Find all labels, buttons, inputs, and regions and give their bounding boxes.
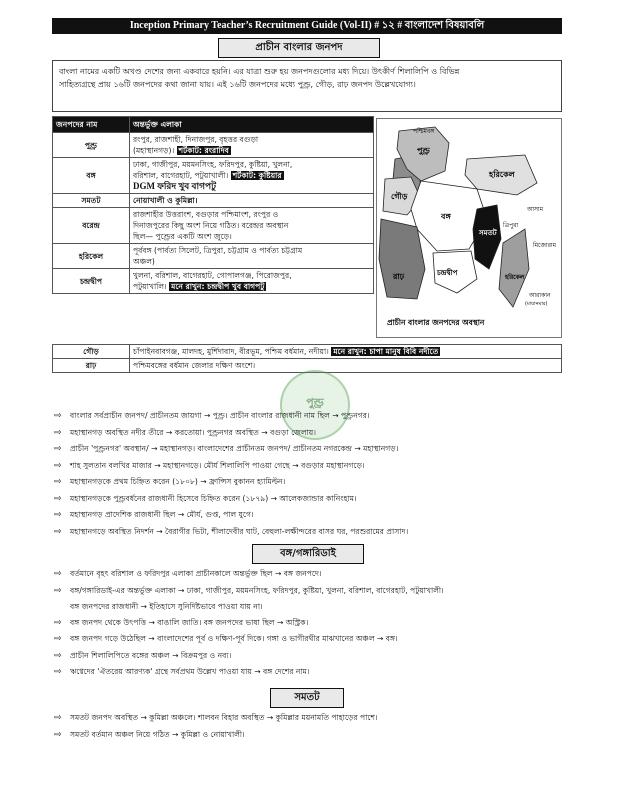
intro-box [52, 60, 562, 112]
janapada-area [130, 158, 374, 194]
janapada-name: সমতট [53, 194, 130, 208]
area-line: রংপুর, রাজশাহী, দিনাজপুর, বৃহত্তর বগুড়া [133, 135, 259, 144]
mnemonic-tag: শর্টকাট: কুষ্টিয়ার [232, 171, 282, 180]
arrow-icon: ⇨ [54, 411, 62, 421]
area-line: খুলনা, বরিশাল, বাগেরহাট, গোপালগঞ্জ, পিরোজপুর, [133, 271, 292, 280]
map-label: (মায়ানমার) [525, 301, 548, 307]
janapada-map [376, 118, 562, 338]
list-item: ⇨ সমতট বর্তমান অঞ্চল নিয়ে গঠিত → কুমিল্লা ও নোয়াখালী। [54, 727, 562, 744]
table-row [53, 194, 374, 208]
arrow-icon: ⇨ [54, 444, 62, 454]
section-title-samatat: সমতট [270, 688, 344, 708]
arrow-icon: ⇨ [54, 617, 62, 628]
janapada-table [52, 116, 374, 294]
table-row [53, 208, 374, 244]
list-item: ⇨ বাংলার সর্বপ্রাচীন জনপদ/ প্রাচীনতম জায়গা → পুণ্ড্র। প্রাচীন বাংলার রাজধানী নাম ছিল → পুণ্ড্রনগর। [54, 408, 562, 425]
list-item: ⇨ বঙ্গ জনপদ গড়ে উঠেছিল → বাংলাদেশের পূর্ব ও দক্ষিণ-পূর্ব দিকে। গঙ্গা ও ভাগীরথীর মাঝখানের অঞ্চল → বঙ্গ। [54, 631, 562, 648]
area-line: অঞ্চল) [133, 257, 155, 266]
area-line: বরিশাল, বাগেরহাট, পটুয়াখালী। [133, 171, 229, 180]
bullet-list-banga [54, 566, 562, 681]
list-item: ⇨ প্রাচীন শিলালিপিতে বঙ্গের অঞ্চল → বিক্রমপুর ও নব্য। [54, 648, 562, 665]
page-title: প্রাচীন বাংলার জনপদ [218, 38, 380, 58]
table-header-area: অন্তর্ভুক্ত এলাকা [130, 117, 374, 133]
arrow-icon: ⇨ [54, 585, 62, 596]
map-label: মিজোরাম [533, 242, 556, 249]
list-item: ⇨ বঙ্গ/গঙ্গারিডাই-এর অন্তর্ভুক্ত এলাকা → ঢাকা, গাজীপুর, ময়মনসিংহ, ফরিদপুর, কুষ্টিয়া, খুলনা, বরিশাল, বাগেরহাট, পটুয়াখালী। [54, 583, 562, 600]
list-item: ⇨ মহাস্থানগড়ে অবস্থিত নিদর্শন → বৈরাগীর ভিটা, শীলাদেবীর ঘাট, বেহুলা-লক্ষীন্দরের বাসর ঘর, পরশুরামের প্রাসাদ। [54, 524, 562, 541]
map-caption: প্রাচীন বাংলার জনপদের অবস্থান [387, 318, 485, 327]
intro-line: বাংলা নামের একটি অখণ্ড দেশের জন্য একবারে হয়নি। এর যাত্রা শুরু হয় জনপদগুলোর মধ্য দিয়ে। উৎকীর্ণ শিলালিপি ও বিভিন্ন [59, 67, 460, 76]
area-line: চাঁপাইনবাবগঞ্জ, মালদহ, মুর্শিদাবাদ, বীরভূম, পশ্চিম বর্ধমান, নদীয়া। [133, 347, 329, 356]
arrow-icon: ⇨ [54, 510, 62, 520]
janapada-name: গৌড় [53, 345, 130, 359]
map-svg [377, 119, 561, 337]
janapada-table-wide [52, 344, 562, 373]
table-header-name: জনপদের নাম [53, 117, 130, 133]
mnemonic-tag: মনে রাখুন: চন্দ্রদ্বীপ খুব বাগপটু [171, 282, 265, 291]
list-item: ⇨ বর্তমানে বৃহৎ বরিশাল ও ফরিদপুর এলাকা প্রাচীনকালে অন্তর্ভুক্ত ছিল → বঙ্গ জনপদে। [54, 566, 562, 583]
area-line: (মহাস্থানগড়)। [133, 146, 175, 155]
janapada-name: বরেন্দ্র [53, 208, 130, 244]
arrow-icon: ⇨ [54, 569, 62, 579]
arrow-icon: ⇨ [54, 650, 62, 661]
janapada-name: পুণ্ড্র [53, 133, 130, 158]
list-item: ⇨ সমতট জনপদ অবস্থিত → কুমিল্লা অঞ্চলে। শালবন বিহার অবস্থিত → কুমিল্লার ময়নামতি পাহাড়ের পাশে। [54, 710, 562, 727]
list-item: ⇨ মহাস্থানগড়কে প্রথম চিহ্নিত করেন (১৮০৮) → ফ্রান্সিস বুকানন হ্যামিল্টন। [54, 474, 562, 491]
janapada-area [130, 244, 374, 269]
area-line: ছিল— পুণ্ড্রের একটি অংশ জুড়ে। [133, 232, 232, 241]
map-label: সমতট [479, 229, 497, 237]
table-row [53, 133, 374, 158]
intro-line: সাহিত্যগ্রন্থে প্রায় ১৬টি জনপদের কথা জানা যায়। এই ১৬টি জনপদের মধ্যে পুণ্ড্র, গৌড়, রাঢ় জনপদ উল্লেখযোগ্য। [59, 80, 416, 89]
area-line: ঢাকা, গাজীপুর, ময়মনসিংহ, ফরিদপুর, কুষ্টিয়া, খুলনা, [133, 160, 293, 169]
map-label: রাঢ় [393, 272, 405, 281]
arrow-icon: ⇨ [54, 526, 62, 537]
list-item: ⇨ প্রাচীন 'পুণ্ড্রনগর' অবস্থান/ → মহাস্থানগড়। বাংলাদেশের প্রাচীনতম জনপদ/ প্রাচীনতম নগরকেন্দ্র → মহাস্থানগড়। [54, 441, 562, 458]
map-label: গৌড় [391, 192, 408, 201]
map-label: বঙ্গ [441, 212, 451, 221]
map-label: পুণ্ড্র [417, 146, 430, 155]
janapada-area: নোয়াখালী ও কুমিল্লা। [130, 194, 374, 208]
map-region-rarh [379, 219, 425, 299]
janapada-area [130, 269, 374, 294]
janapada-name: রাঢ় [53, 359, 130, 373]
table-row [53, 244, 374, 269]
arrow-icon: ⇨ [54, 634, 62, 644]
arrow-icon: ⇨ [54, 460, 62, 471]
watermark-text: পুণ্ড্র [306, 396, 324, 409]
area-line: পূর্ববঙ্গ (পার্বত্য সিলেট, ত্রিপুরা, চট্টগ্রাম ও পার্বত্য চট্টগ্রাম [133, 246, 303, 255]
janapada-area [130, 345, 562, 359]
mnemonic-line: DGM ফরিদ খুব বাগপটু [133, 181, 217, 191]
area-line: রাজশাহীর উত্তরাংশ, বগুড়ার পশ্চিমাংশ, রংপুর ও [133, 210, 279, 219]
mnemonic-tag: শর্টকাট: রংরাদিব [178, 146, 229, 155]
map-label: হরিকেল [489, 170, 515, 179]
list-item: ⇨ মহাস্থানগড় অবস্থিত নদীর তীরে → করতোয়া। পুণ্ড্রনগর অবস্থিত → বগুড়া জেলায়। [54, 425, 562, 442]
area-line: পটুয়াখালি। [133, 282, 167, 291]
area-line: দিনাজপুরের কিছু অংশ নিয়ে গঠিত। বরেন্দ্রর অবস্থান [133, 221, 289, 230]
list-item: বঙ্গ জনপদের রাজধানী → ইতিহাসে সুনির্দিষ্টভাবে পাওয়া যায় না। [70, 602, 263, 611]
list-item: ⇨ বঙ্গ জনপদ থেকে উৎপত্তি → বাঙালি জাতি। বঙ্গ জনপদের ভাষা ছিল → অস্ট্রিক। [54, 615, 562, 632]
bullet-list-samatat [54, 710, 562, 743]
arrow-icon: ⇨ [54, 477, 62, 487]
header-bar: Inception Primary Teacher’s Recruitment Guide (Vol-II) # ১২ # বাংলাদেশ বিষয়াবলি [52, 18, 562, 34]
list-item: ⇨ ঋগ্বেদের 'ঐতরেয় আরণ্যক' গ্রন্থে সর্বপ্রথম উল্লেখ পাওয়া যায় → বঙ্গ দেশের নাম। [54, 664, 562, 681]
arrow-icon: ⇨ [54, 493, 62, 504]
list-item: ⇨ মহাস্থানগড় প্রাদেশিক রাজধানী ছিল → মৌর্য, গুপ্ত, পাল যুগে। [54, 507, 562, 524]
janapada-area [130, 133, 374, 158]
mnemonic-tag: মনে রাখুন: চাপা মানুষ বিবি নদীতে [333, 347, 439, 356]
janapada-name: চন্দ্রদ্বীপ [53, 269, 130, 294]
arrow-icon: ⇨ [54, 427, 62, 438]
list-item: ⇨ শাহ সুলতান বলখির মাজার → মহাস্থানগড়ে। মৌর্য শিলালিপি পাওয়া গেছে → বগুড়ার মহাস্থানগড়ে। [54, 458, 562, 475]
janapada-area [130, 208, 374, 244]
list-item: ⇨ মহাস্থানগড়কে পুণ্ড্রবর্ধনের রাজধানী হিসেবে চিহ্নিত করেন (১৮৭৯) → আলেকজান্ডার কানিংহাম। [54, 491, 562, 508]
map-label: চন্দ্রদ্বীপ [437, 269, 458, 277]
arrow-icon: ⇨ [54, 713, 62, 723]
janapada-name: বঙ্গ [53, 158, 130, 194]
map-region-samatat [473, 205, 501, 269]
section-title-banga: বঙ্গ/গঙ্গারিডাই [252, 544, 364, 564]
table-row [53, 269, 374, 294]
janapada-area: পশ্চিমবঙ্গের বর্ধমান জেলার দক্ষিণ অংশে। [130, 359, 562, 373]
map-label: পশ্চিমবঙ্গ [413, 128, 435, 135]
arrow-icon: ⇨ [54, 729, 62, 740]
map-label: ত্রিপুরা [503, 222, 519, 229]
table-row [53, 345, 562, 359]
map-label: হরিকেল [505, 274, 525, 281]
table-row [53, 158, 374, 194]
janapada-name: হরিকেল [53, 244, 130, 269]
arrow-icon: ⇨ [54, 667, 62, 677]
map-region-harikel-south [499, 229, 529, 307]
bullet-list-pundra [54, 408, 562, 540]
map-label: আরাকান [529, 292, 551, 299]
map-label: আসাম [527, 206, 544, 213]
